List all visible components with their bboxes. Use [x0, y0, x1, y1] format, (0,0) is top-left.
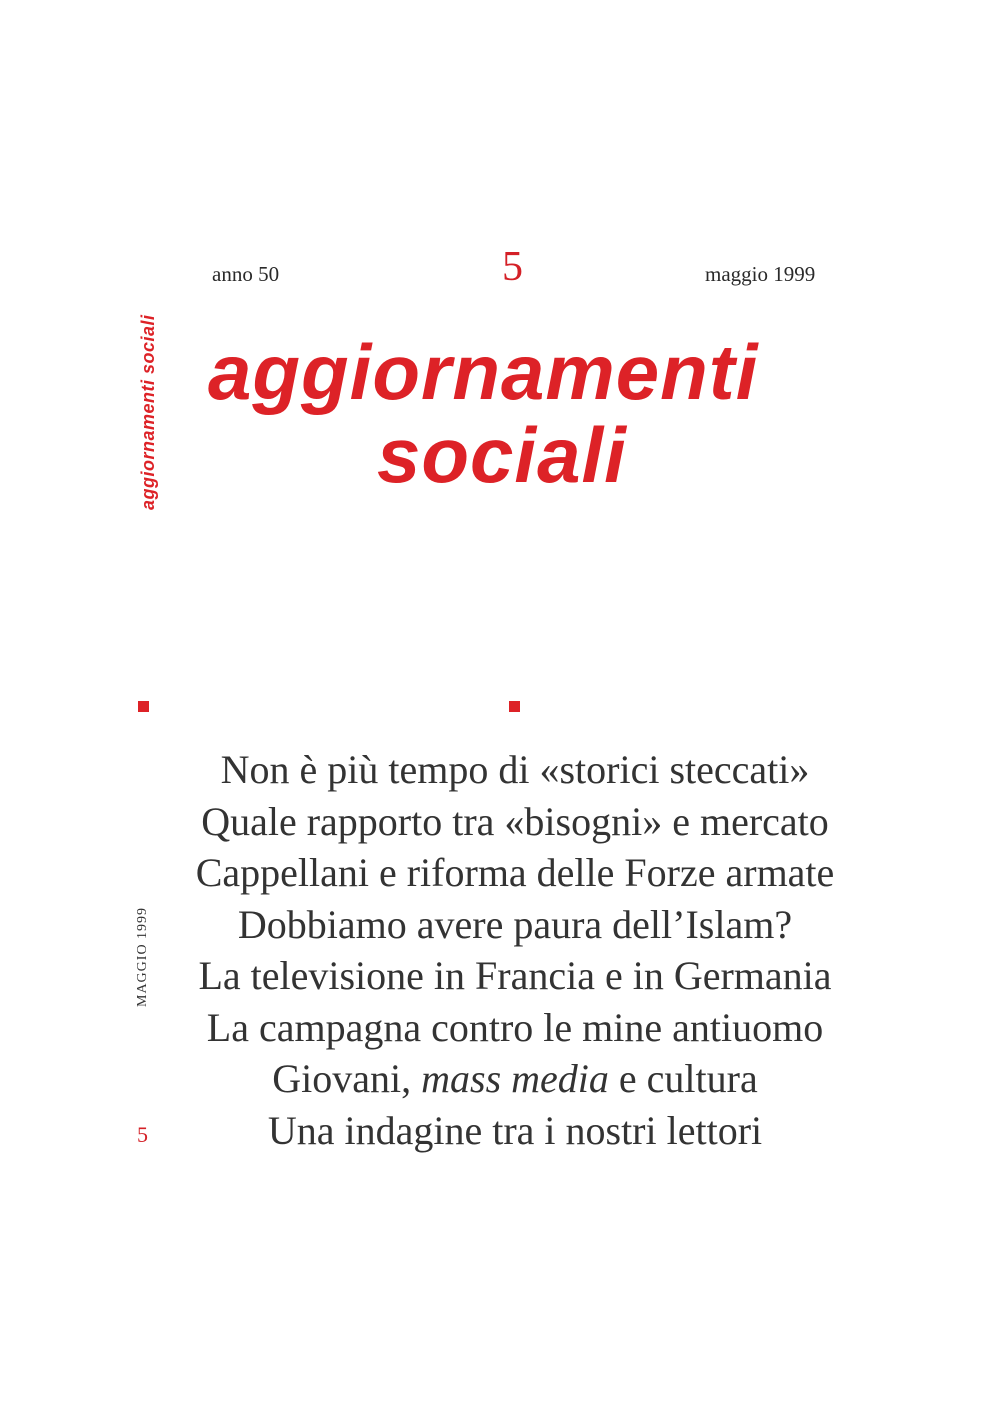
red-square-marker [138, 701, 149, 712]
spine-issue-number: 5 [137, 1122, 148, 1147]
spine-title: aggiornamenti sociali [138, 314, 158, 510]
article-title: Cappellani e riforma delle Forze armate [195, 850, 835, 895]
article-title: Non è più tempo di «storici steccati» [220, 747, 810, 792]
article-list [150, 744, 880, 1156]
masthead-line-1: aggiornamenti [208, 328, 759, 416]
article-title-italic: mass media [421, 1056, 609, 1101]
article-title: Quale rapporto tra «bisogni» e mercato [201, 798, 829, 844]
spine-date: MAGGIO 1999 [135, 906, 150, 1007]
article-title: Dobbiamo avere paura dell’Islam? [237, 901, 793, 947]
article-title [150, 1053, 880, 1105]
red-square-marker [509, 701, 520, 712]
issue-date: maggio 1999 [705, 262, 816, 286]
issue-number: 5 [502, 244, 523, 290]
article-title-part: e cultura [608, 1056, 758, 1101]
article-title: La campagna contro le mine antiuomo [206, 1004, 824, 1050]
volume-year: anno 50 [212, 262, 280, 286]
article-title-part: Giovani, [272, 1056, 422, 1101]
masthead-line-2: sociali [377, 411, 627, 499]
article-title: La televisione in Francia e in Germania [198, 953, 832, 998]
article-title: Una indagine tra i nostri lettori [267, 1107, 763, 1153]
